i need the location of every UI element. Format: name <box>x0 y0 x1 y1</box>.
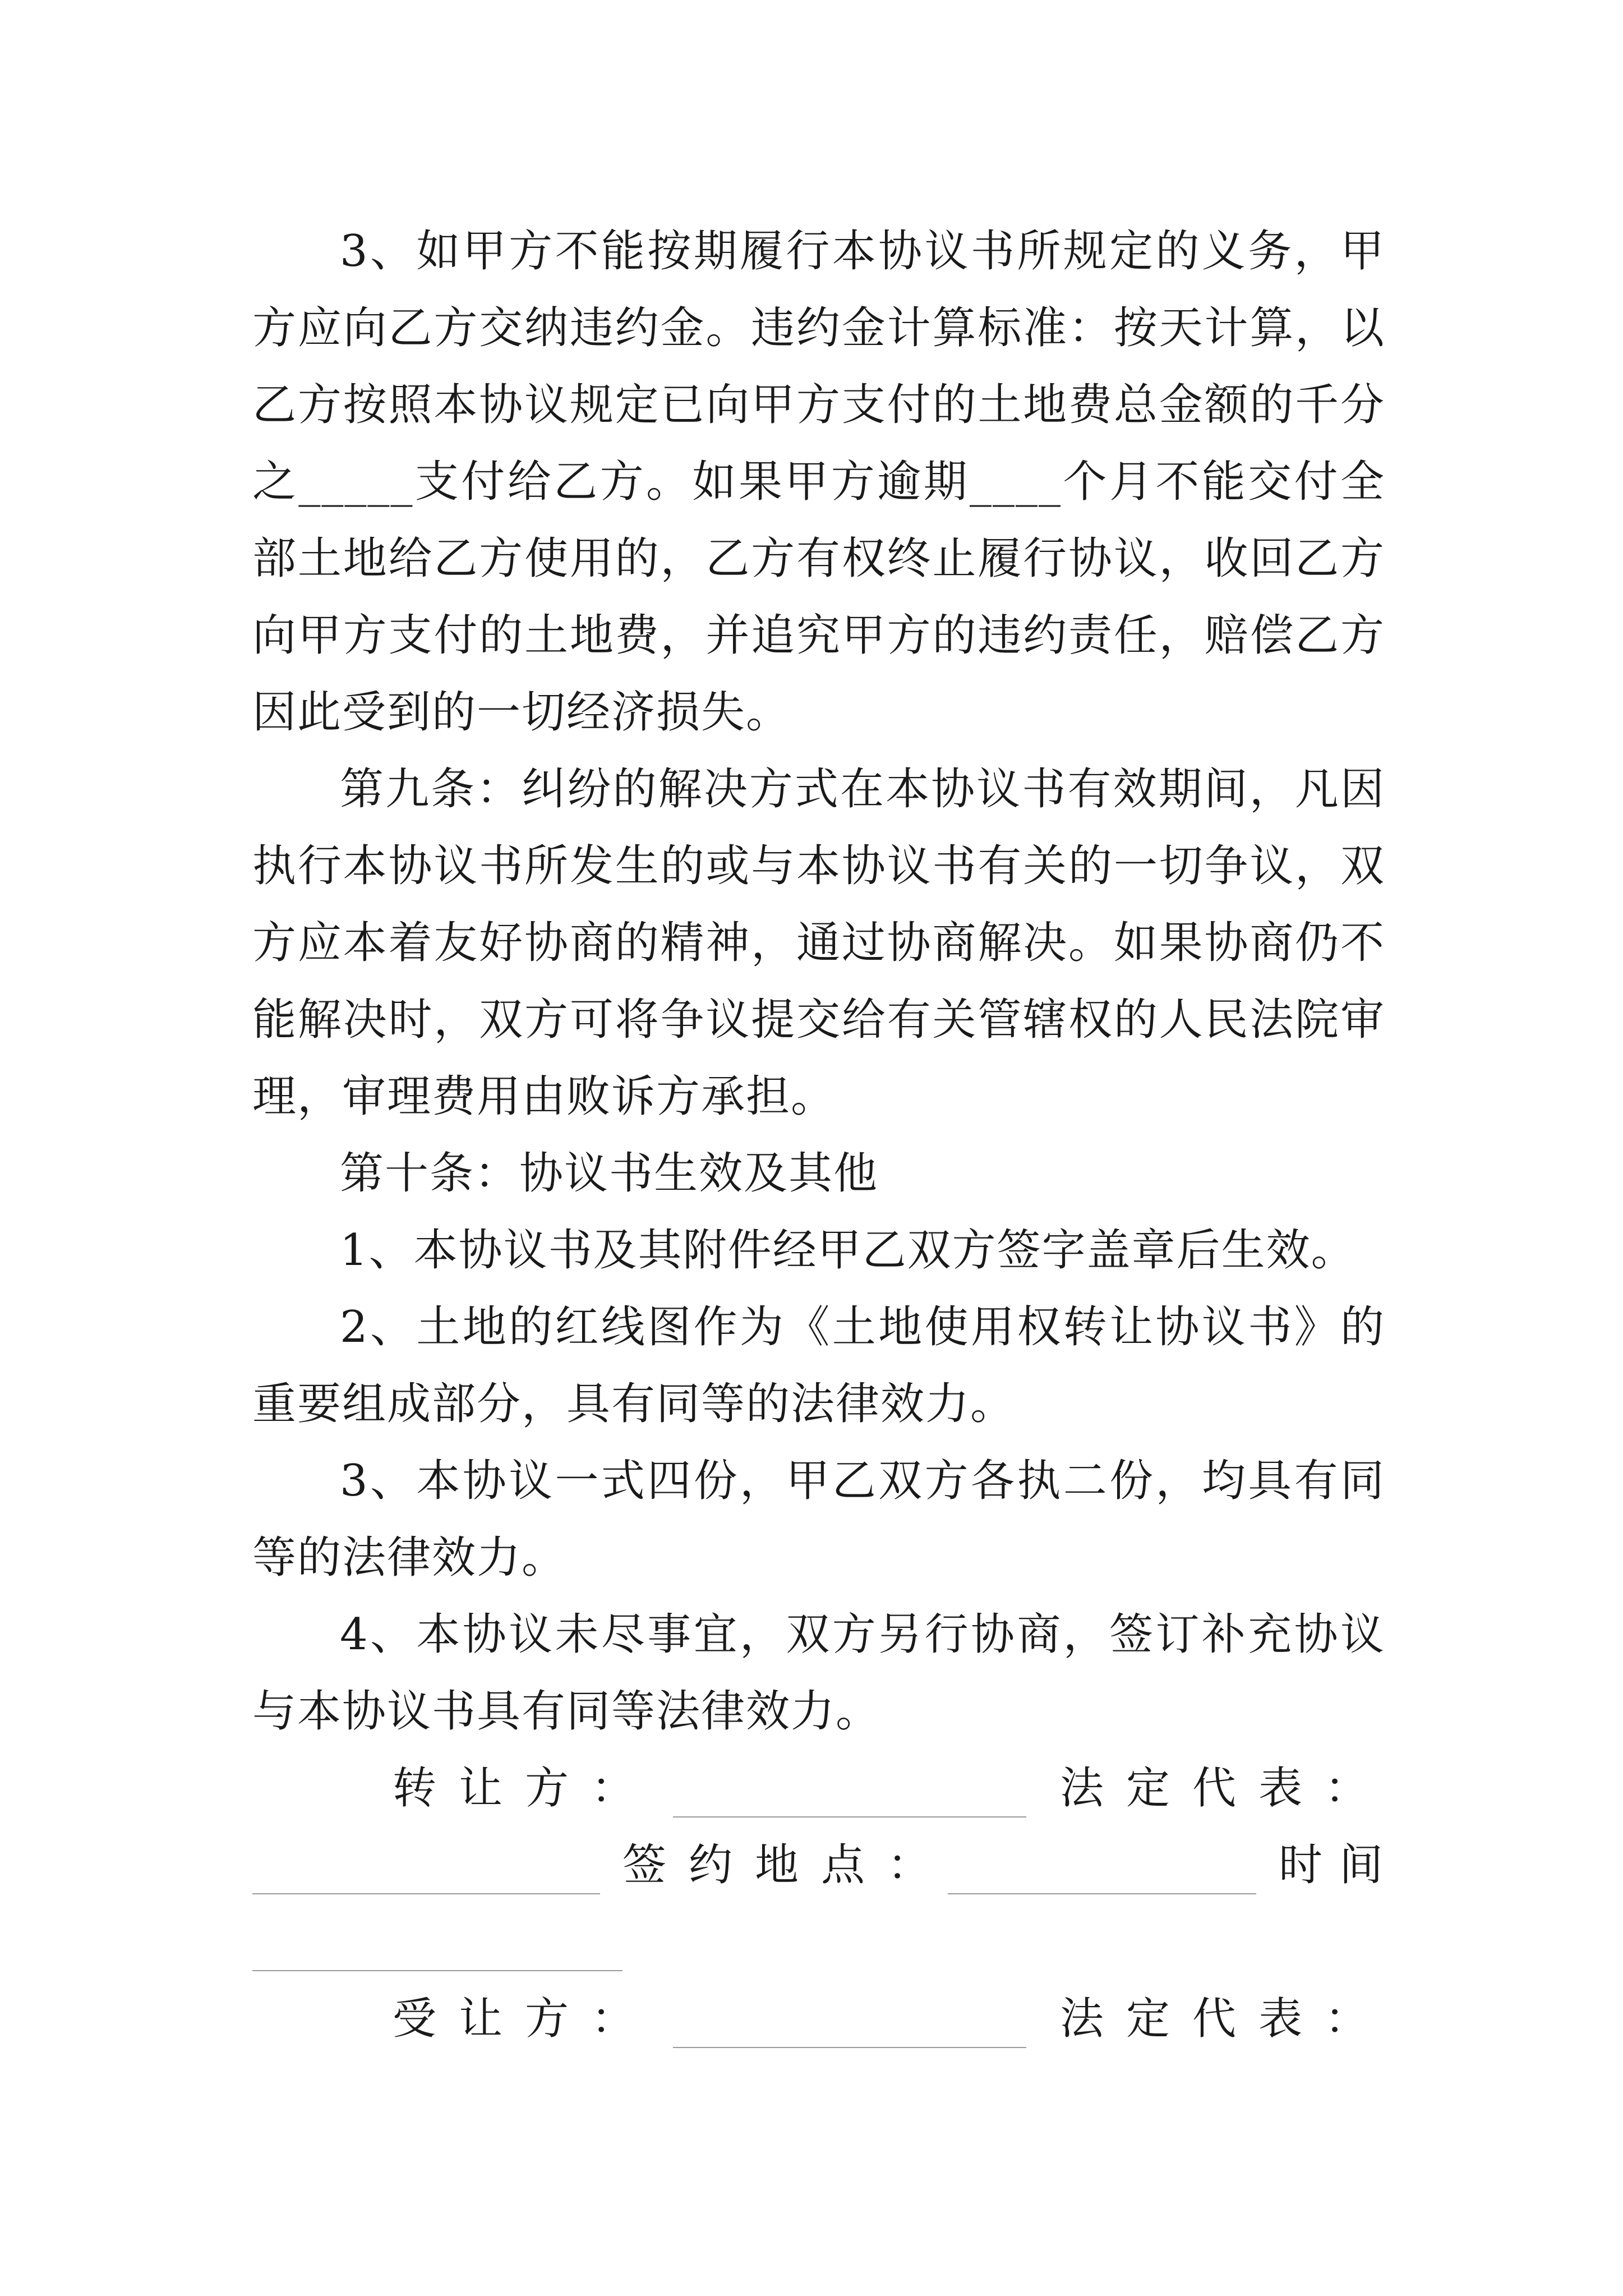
legal-rep-label-2: 法定代表： <box>1060 1994 1391 2044</box>
signing-place-label: 签约地点： <box>623 1840 954 1890</box>
paragraph-clause-1: 1、本协议书及其附件经甲乙双方签字盖章后生效。 <box>340 1225 1356 1276</box>
signing-place-blank <box>948 1893 1256 1894</box>
transferor-blank <box>673 1816 1026 1818</box>
paragraph-penalty-clause: 3、如甲方不能按期履行本协议书所规定的义务，甲方应向乙方交纳违约金。违约金计算标准：按天计算，以乙方按照本协议规定已向甲方支付的土地费总金额的千分之_____支付给乙方。如果甲方逾期____个月不能交付全部土地给乙方使用的，乙方有权终止履行协议，收回乙方向甲方支付的土地费，并追究甲方的违约责任，赔偿乙方因此受到的一切经济损失。 <box>252 226 1385 738</box>
signature-line-place <box>252 1827 1400 1904</box>
legal-rep-label-1: 法定代表： <box>1060 1763 1391 1814</box>
paragraph-clause-4: 4、本协议未尽事宜，双方另行协商，签订补充协议与本协议书具有同等法律效力。 <box>252 1609 1385 1737</box>
time-label: 时间 <box>1279 1840 1400 1890</box>
paragraph-clause-3: 3、本协议一式四份，甲乙双方各执二份，均具有同等的法律效力。 <box>252 1456 1385 1583</box>
signature-line-transferee <box>252 1981 1391 2058</box>
signature-line-transferor <box>252 1750 1391 1827</box>
transferee-label: 受让方： <box>393 1994 658 2044</box>
time-blank <box>252 1970 623 1971</box>
document-body <box>252 213 1400 2058</box>
transferor-label: 转让方： <box>393 1763 658 1814</box>
paragraph-clause-2: 2、土地的红线图作为《土地使用权转让协议书》的重要组成部分，具有同等的法律效力。 <box>252 1302 1385 1429</box>
signature-line-time <box>252 1904 1385 1981</box>
signature-block <box>252 1750 1400 2058</box>
legal-rep-blank-1 <box>252 1893 600 1894</box>
transferee-blank <box>673 2047 1026 2048</box>
paragraph-article-10-heading: 第十条：协议书生效及其他 <box>340 1148 879 1199</box>
paragraph-article-9: 第九条：纠纷的解决方式在本协议书有效期间，凡因执行本协议书所发生的或与本协议书有关的一切争议，双方应本着友好协商的精神，通过协商解决。如果协商仍不能解决时，双方可将争议提交给有关管辖权的人民法院审理，审理费用由败诉方承担。 <box>252 764 1385 1122</box>
